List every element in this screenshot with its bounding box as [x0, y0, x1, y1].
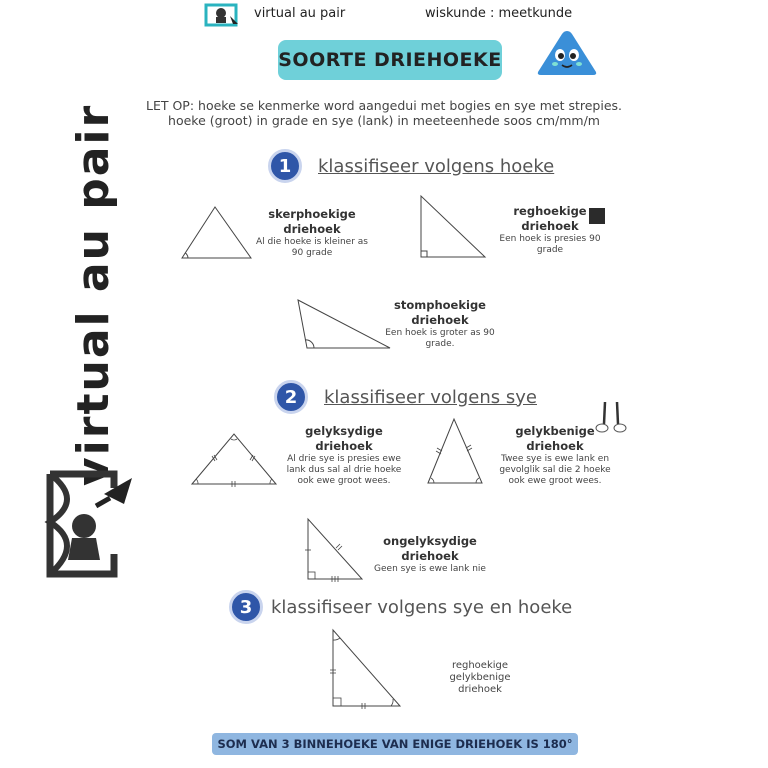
- type-desc: Een hoek is groter as 90: [385, 328, 495, 338]
- acute-label: [248, 207, 376, 259]
- type-name: driehoek: [283, 222, 341, 236]
- type-name: gelyksydige: [305, 424, 383, 438]
- type-name: driehoek: [411, 313, 469, 327]
- type-name: reghoekige: [513, 204, 587, 218]
- type-desc: lank dus sal al drie hoeke: [286, 465, 402, 475]
- section-2-heading: [274, 380, 537, 414]
- isosceles-triangle: [425, 416, 485, 486]
- type-desc: Een hoek is presies 90: [499, 234, 601, 244]
- type-name: driehoek: [521, 219, 579, 233]
- type-desc: Al die hoeke is kleiner as: [256, 237, 368, 247]
- triangle-mascot-icon: [534, 28, 600, 78]
- right-isosceles-triangle: [330, 627, 404, 709]
- equilateral-label: [282, 424, 406, 487]
- section-title: klassifiseer volgens sye: [324, 386, 537, 408]
- type-desc: gevolglik sal die 2 hoeke: [499, 465, 611, 475]
- type-desc: ook ewe groot wees.: [508, 476, 602, 486]
- type-desc: gelykbenige: [449, 672, 511, 683]
- brand-name: virtual au pair: [254, 6, 346, 21]
- combined-label: [430, 660, 530, 696]
- type-desc: 90 grade: [291, 248, 333, 258]
- type-desc: grade.: [425, 339, 455, 349]
- type-desc: driehoek: [458, 684, 502, 695]
- type-name: driehoek: [526, 439, 584, 453]
- type-name: ongelyksydige: [383, 534, 477, 548]
- section-title: klassifiseer volgens hoeke: [318, 155, 555, 177]
- footer-banner: SOM VAN 3 BINNEHOEKE VAN ENIGE DRIEHOEK IS 180°: [212, 733, 578, 755]
- type-desc: grade: [536, 245, 564, 255]
- note-line-1: LET OP: hoeke se kenmerke word aangedui met bogies en sye met strepies.: [145, 98, 623, 113]
- right-triangle: [417, 193, 489, 261]
- type-desc: Al drie sye is presies ewe: [287, 454, 401, 464]
- note-line-2: hoeke (groot) in grade en sye (lank) in meeteenhede soos cm/mm/m: [168, 113, 600, 128]
- section-title: klassifiseer volgens sye en hoeke: [271, 596, 573, 618]
- type-name: driehoek: [401, 549, 459, 563]
- section-3-heading: [229, 590, 572, 624]
- square-icon: [589, 208, 605, 224]
- au-pair-large-logo-icon: [44, 470, 136, 580]
- type-desc: Geen sye is ewe lank nie: [374, 564, 486, 574]
- au-pair-logo-icon: [204, 2, 240, 28]
- equilateral-triangle: [189, 431, 279, 487]
- legs-icon: [596, 400, 628, 436]
- type-desc: Twee sye is ewe lank en: [500, 454, 610, 464]
- page-title: SOORTE DRIEHOEKE: [278, 40, 502, 80]
- type-name: stomphoekige: [394, 298, 486, 312]
- section-1-heading: [268, 149, 554, 183]
- obtuse-label: [378, 298, 502, 350]
- acute-triangle: [178, 204, 254, 260]
- section-number: 1: [268, 149, 302, 183]
- subject-label: wiskunde : meetkunde: [425, 6, 573, 21]
- section-number: 3: [229, 590, 263, 624]
- type-name: gelykbenige: [515, 424, 595, 438]
- type-name: skerphoekige: [268, 207, 356, 221]
- type-name: driehoek: [315, 439, 373, 453]
- scalene-label: [370, 534, 490, 575]
- scalene-triangle: [305, 516, 365, 582]
- side-brand-text: virtual au pair: [68, 103, 119, 486]
- type-desc: ook ewe groot wees.: [297, 476, 391, 486]
- section-number: 2: [274, 380, 308, 414]
- type-desc: reghoekige: [451, 660, 509, 671]
